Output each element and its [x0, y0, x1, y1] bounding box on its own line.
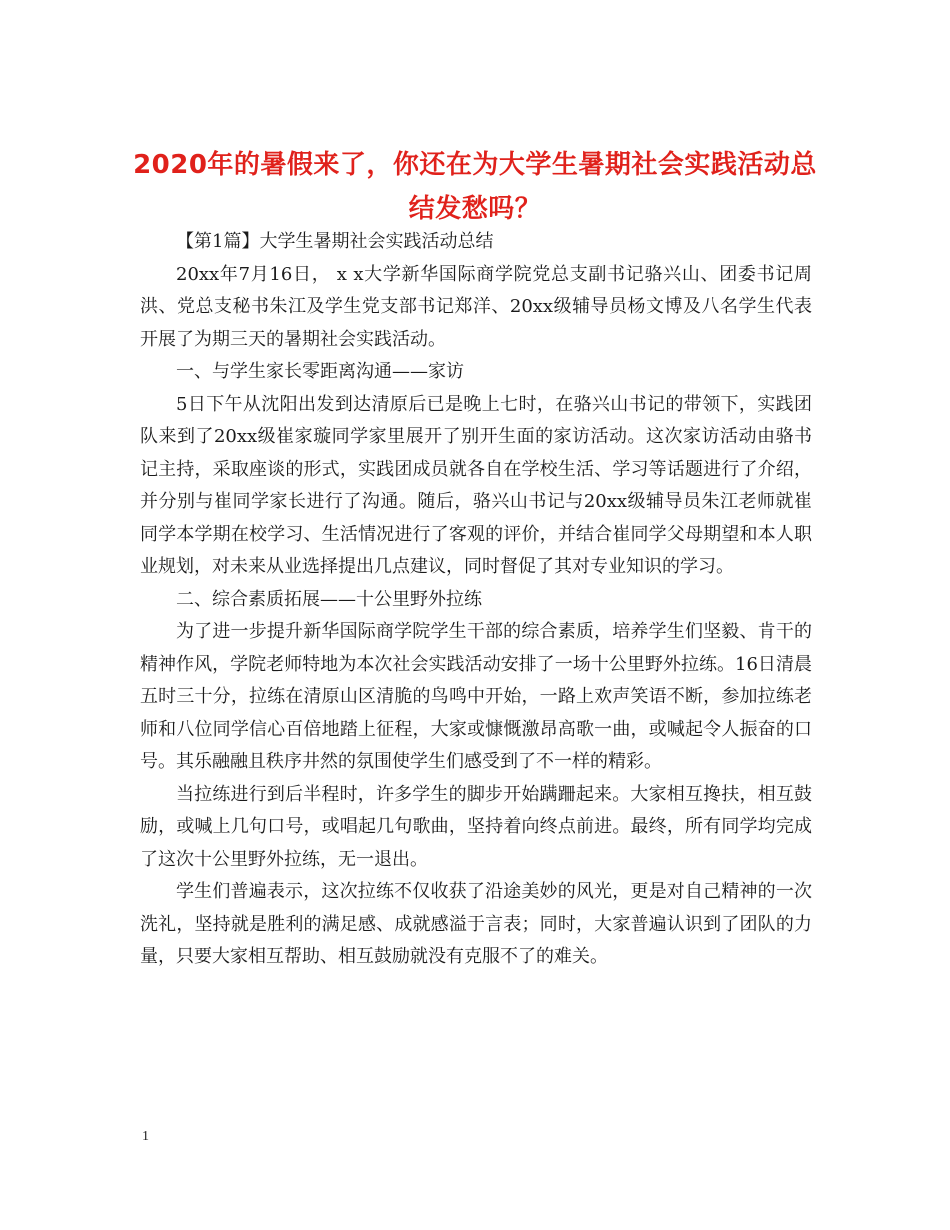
body-paragraph: 20xx年7月16日， x x大学新华国际商学院党总支副书记骆兴山、团委书记周洪、党总支秘书朱江及学生党支部书记郑洋、20xx级辅导员杨文博及八名学生代表开展了为期三天的暑期社会实践活动。 [140, 263, 812, 350]
section-heading-field-training: 二、综合素质拓展——十公里野外拉练 [176, 588, 482, 610]
page-number: 1 [142, 1129, 149, 1144]
section-heading-article-1: 【第1篇】大学生暑期社会实践活动总结 [176, 231, 494, 252]
body-paragraph: 当拉练进行到后半程时，许多学生的脚步开始蹒跚起来。大家相互搀扶，相互鼓励，或喊上几句口号，或唱起几句歌曲，坚持着向终点前进。最终，所有同学均完成了这次十公里野外拉练，无一退出。 [140, 783, 812, 870]
body-paragraph: 为了进一步提升新华国际商学院学生干部的综合素质，培养学生们坚毅、肯干的精神作风，学院老师特地为本次社会实践活动安排了一场十公里野外拉练。16日清晨五时三十分，拉练在清原山区清脆的鸟鸣中开始，一路上欢声笑语不断，参加拉练老师和八位同学信心百倍地踏上征程，大家或慷慨激昂高歌一曲，或喊起令人振奋的口号。其乐融融且秩序井然的氛围使学生们感受到了不一样的精彩。 [140, 621, 812, 772]
document-body [140, 226, 812, 974]
section-heading-home-visit: 一、与学生家长零距离沟通——家访 [176, 361, 464, 382]
document-title: 2020年的暑假来了，你还在为大学生暑期社会实践活动总结发愁吗？ [133, 150, 817, 225]
body-paragraph: 学生们普遍表示，这次拉练不仅收获了沿途美妙的风光，更是对自己精神的一次洗礼，坚持就是胜利的满足感、成就感溢于言表；同时，大家普遍认识到了团队的力量，只要大家相互帮助、相互鼓励就没有克服不了的难关。 [140, 881, 812, 967]
body-paragraph: 5日下午从沈阳出发到达清原后已是晚上七时，在骆兴山书记的带领下，实践团队来到了20xx级崔家璇同学家里展开了别开生面的家访活动。这次家访活动由骆书记主持，采取座谈的形式，实践团成员就各自在学校生活、学习等话题进行了介绍，并分别与崔同学家长进行了沟通。随后，骆兴山书记与20xx级辅导员朱江老师就崔同学本学期在校学习、生活情况进行了客观的评价，并结合崔同学父母期望和本人职业规划，对未来从业选择提出几点建议，同时督促了其对专业知识的学习。 [140, 393, 812, 577]
